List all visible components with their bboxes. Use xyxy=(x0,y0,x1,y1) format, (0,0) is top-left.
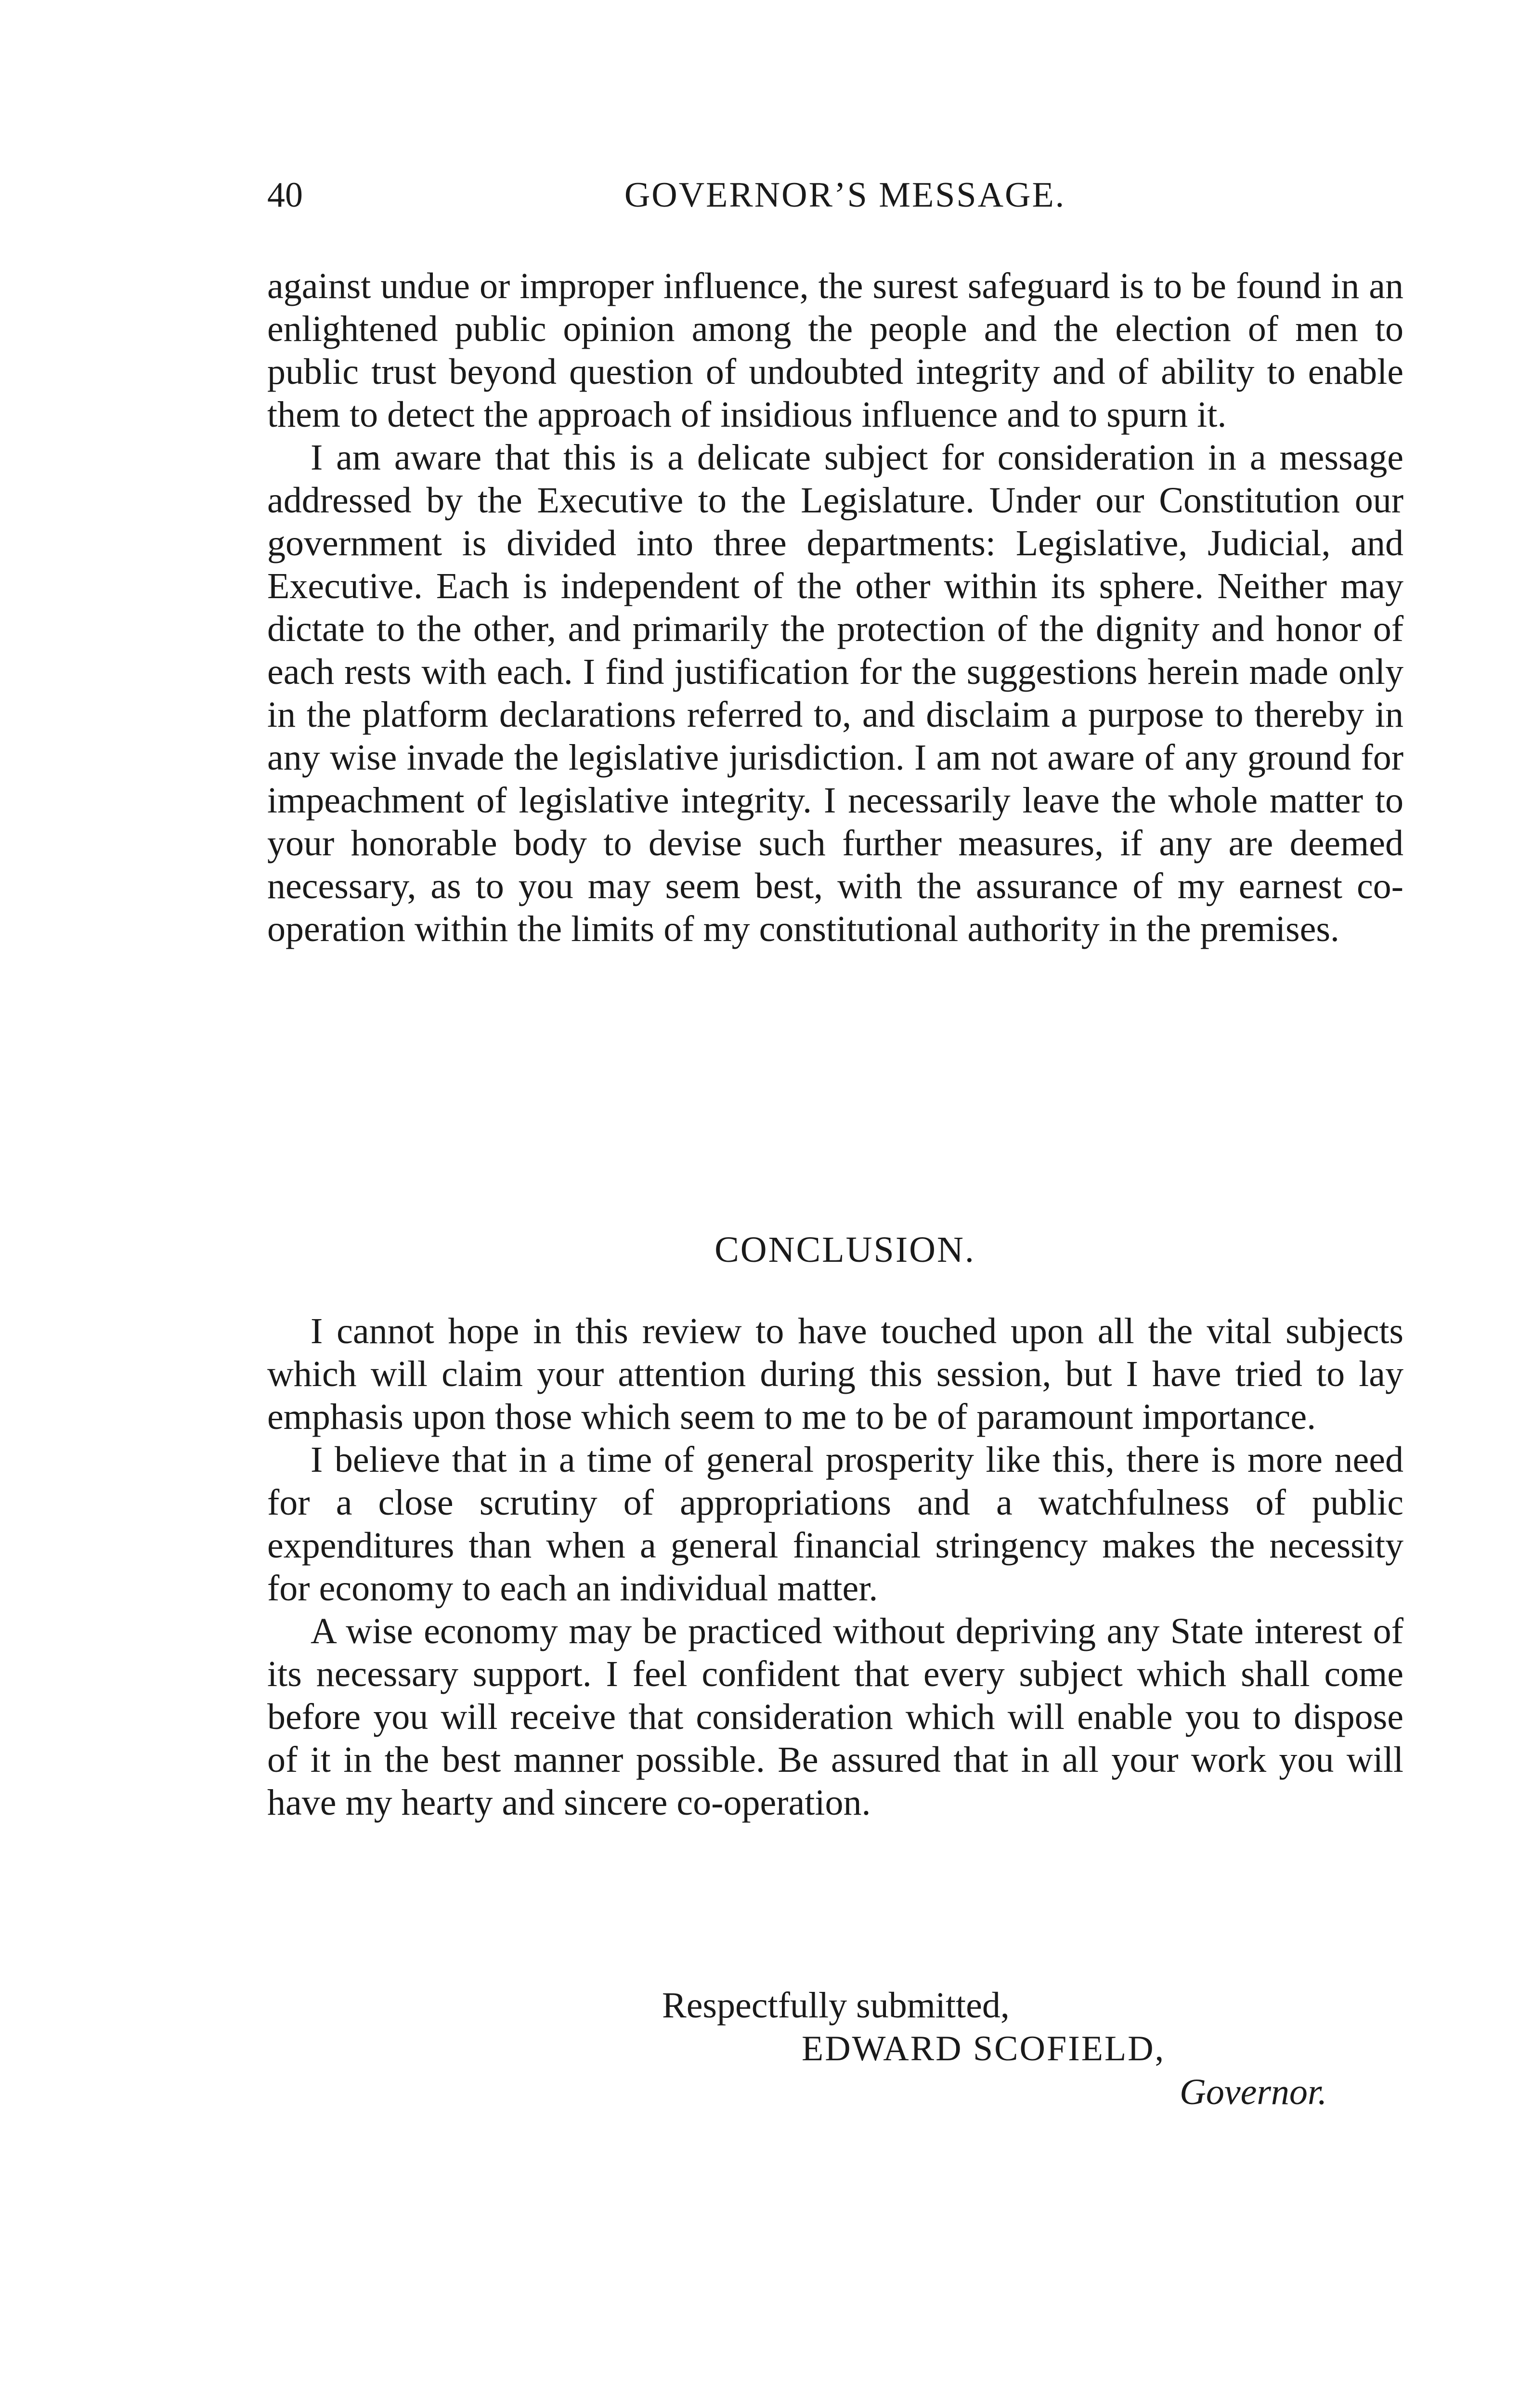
paragraph: I cannot hope in this review to have touched upon all the vital subjects which will claim your attention during this session, but I have tried to lay emphasis upon those which seem to me to be of paramount importance. xyxy=(267,1311,1403,1437)
body-text-top xyxy=(267,265,1403,951)
paragraph: A wise economy may be practiced without depriving any State interest of its necessary support. I feel confident that every subject which shall come before you will receive that consideration which will enable you to dispose of it in the best manner possible. Be assured that in all your work you will have my hearty and sincere co-operation. xyxy=(267,1611,1403,1823)
running-title: GOVERNOR’S MESSAGE. xyxy=(624,175,1066,215)
body-text-conclusion xyxy=(267,1310,1403,1824)
section-heading: CONCLUSION. xyxy=(715,1230,975,1270)
paragraph: against undue or improper influence, the surest safeguard is to be found in an enlightened public opinion among the people and the election of men to public trust beyond question of undoubted integrity and of ability to enable them to detect the approach of insidious influence and to spurn it. xyxy=(267,266,1403,435)
page-number: 40 xyxy=(267,175,303,215)
signature-title: Governor. xyxy=(1180,2072,1327,2112)
page-header xyxy=(267,166,1423,224)
signature-name: EDWARD SCOFIELD, xyxy=(802,2029,1166,2068)
paragraph: I believe that in a time of general prosperity like this, there is more need for a close scrutiny of appropriations and a watchfulness of public expenditures than when a general financial stringency makes the necessity for economy to each an individual matter. xyxy=(267,1440,1403,1609)
paragraph: I am aware that this is a delicate subject for consideration in a message addressed by the Executive to the Legislature. Under our Constitution our government is divided into three departments: Legislative, Judicial, and Executive. Each is independent of the other within its sphere. Neither may dictate to the other, and primarily the protection of the dignity and honor of each rests with each. I find justification for the suggestions herein made only in the platform declarations referred to, and disclaim a purpose to thereby in any wise invade the legislative jurisdiction. I am not aware of any ground for impeachment of legislative integrity. I necessarily leave the whole matter to your honorable body to devise such further measures, if any are deemed necessary, as to you may seem best, with the assurance of my earnest co-operation within the limits of my constitutional authority in the premises. xyxy=(267,437,1403,949)
signature-closing: Respectfully submitted, xyxy=(662,1985,1010,2026)
